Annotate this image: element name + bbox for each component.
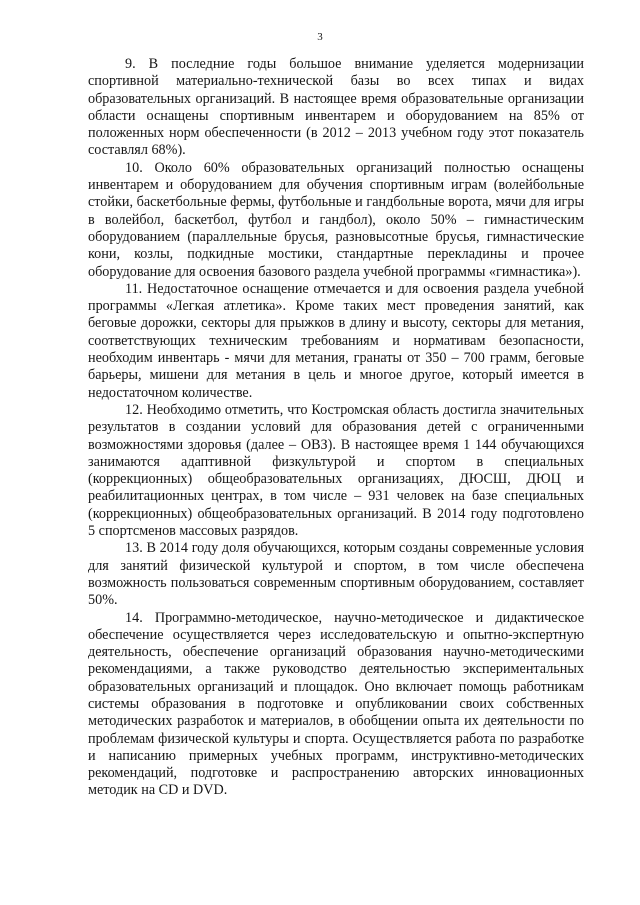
paragraph-11: 11. Недостаточное оснащение отмечается и для освоения раздела учебной программы «Легкая атлетика». Кроме таких мест проведения занятий, как беговые дорожки, секторы для прыжков в длину и высоту, секторы для метания, соответствующих техническим требованиям и нормативам безопасности, необходим инвентарь - мячи для метания, гранаты от 350 – 700 грамм, беговые барьеры, мишени для метания в цель и многое другое, который имеется в недостаточном количестве.	[88, 280, 584, 401]
paragraph-12: 12. Необходимо отметить, что Костромская область достигла значительных результатов в создании условий для образования детей с ограниченными возможностями здоровья (далее – ОВЗ). В настоящее время 1 144 обучающихся занимаются адаптивной физкультурой и спортом в специальных (коррекционных) общеобразовательных организациях, ДЮСШ, ДЮЦ и реабилитационных центрах, в том числе – 931 человек на базе специальных (коррекционных) общеобразовательных организаций. В 2014 году подготовлено 5 спортсменов массовых разрядов.	[88, 401, 584, 540]
page-number: 3	[317, 31, 323, 43]
paragraph-9: 9. В последние годы большое внимание уделяется модернизации спортивной материально-технической базы во всех типах и видах образовательных организаций. В настоящее время образовательные организации области оснащены спортивным инвентарем и оборудованием на 85% от положенных норм обеспеченности (в 2012 – 2013 учебном году этот показатель составлял 68%).	[88, 56, 584, 159]
document-body	[88, 56, 584, 800]
paragraph-14: 14. Программно-методическое, научно-методическое и дидактическое обеспечение осуществляется через исследовательскую и опытно-экспертную деятельность, обеспечение организаций образования научно-методическими рекомендациями, а также руководство деятельностью экспериментальных образовательных организаций и площадок. Оно включает помощь работникам системы образования в подготовке и опубликовании своих собственных методических разработок и материалов, в обобщении опыта их деятельности по проблемам физической культуры и спорта. Осуществляется работа по разработке и написанию примерных учебных программ, инструктивно-методических рекомендаций, подготовке и распространению авторских инновационных методик на CD и DVD.	[88, 609, 584, 799]
paragraph-10: 10. Около 60% образовательных организаций полностью оснащены инвентарем и оборудованием для обучения спортивным играм (волейбольные стойки, баскетбольные фермы, футбольные и гандбольные ворота, мячи для игры в волейбол, баскетбол, футбол и гандбол), около 50% – гимнастическим оборудованием (параллельные брусья, разновысотные брусья, гимнастические кони, козлы, подкидные мостики, стандартные перекладины и прочее оборудование для освоения базового раздела учебной программы «гимнастика»).	[88, 159, 584, 280]
paragraph-13: 13. В 2014 году доля обучающихся, которым созданы современные условия для занятий физической культурой и спортом, в том числе обеспечена возможность пользоваться современным спортивным оборудованием, составляет 50%.	[88, 540, 584, 609]
